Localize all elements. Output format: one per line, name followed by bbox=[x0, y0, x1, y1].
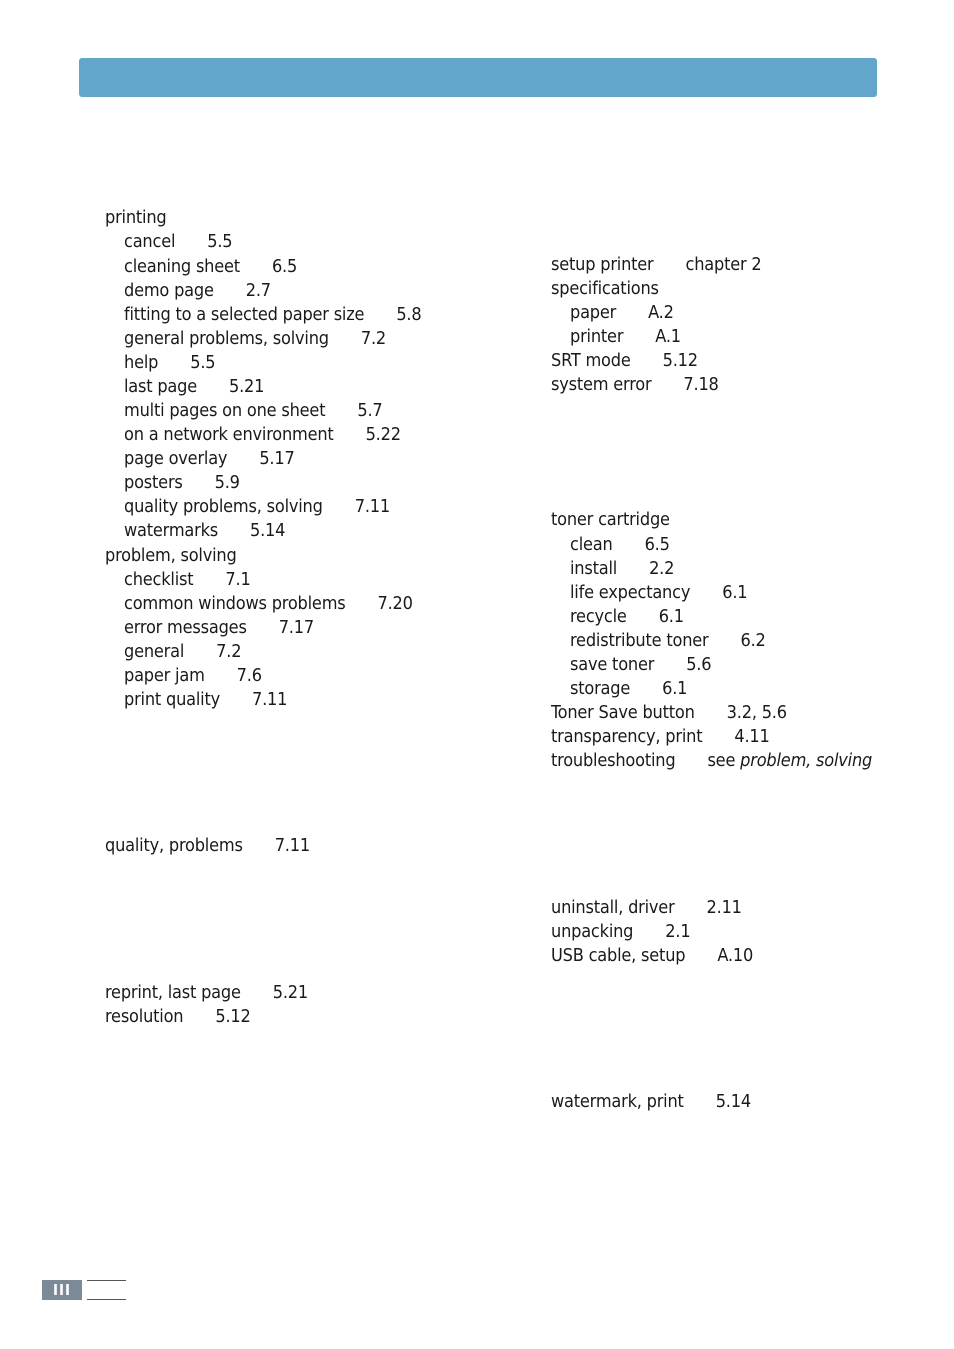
index-page-ref bbox=[740, 630, 765, 651]
index-term: clean bbox=[570, 534, 613, 555]
index-page-ref bbox=[663, 350, 698, 371]
index-term: setup printer bbox=[551, 254, 654, 275]
index-page-ref bbox=[272, 256, 297, 277]
index-entry bbox=[551, 374, 719, 396]
page-ref-text: 5.21 bbox=[229, 376, 265, 397]
index-term: problem, solving bbox=[105, 545, 237, 566]
index-term: printing bbox=[105, 207, 167, 228]
page-ref-text: A.10 bbox=[717, 945, 754, 966]
page-ref-text: see bbox=[707, 750, 736, 771]
page-ref-text: 5.17 bbox=[259, 448, 295, 469]
page-ref-text: 6.1 bbox=[658, 606, 684, 627]
index-entry bbox=[105, 207, 167, 229]
index-term: watermarks bbox=[124, 520, 218, 541]
page-ref-text: 2.1 bbox=[665, 921, 691, 942]
index-term: last page bbox=[124, 376, 198, 397]
index-term: quality problems, solving bbox=[124, 496, 323, 517]
index-subentry bbox=[124, 256, 297, 278]
index-term: install bbox=[570, 558, 618, 579]
page-ref-text: 4.11 bbox=[734, 726, 770, 747]
page-ref-text: 5.8 bbox=[396, 304, 422, 325]
index-term: storage bbox=[570, 678, 631, 699]
page-ref-text: chapter 2 bbox=[685, 254, 762, 275]
index-entry bbox=[105, 545, 237, 567]
index-page-ref bbox=[273, 982, 308, 1003]
index-page-ref bbox=[683, 374, 718, 395]
index-page-ref bbox=[662, 678, 687, 699]
index-page-ref bbox=[716, 1091, 751, 1112]
index-entry bbox=[551, 750, 872, 772]
index-term: paper jam bbox=[124, 665, 205, 686]
index-term: paper bbox=[570, 302, 617, 323]
index-subentry bbox=[570, 558, 674, 580]
index-entry bbox=[551, 921, 690, 943]
page-ref-text: 7.11 bbox=[274, 835, 310, 856]
page-ref-text: 6.1 bbox=[722, 582, 748, 603]
index-term: error messages bbox=[124, 617, 247, 638]
page-ref-text: 5.14 bbox=[715, 1091, 751, 1112]
index-term: redistribute toner bbox=[570, 630, 709, 651]
index-entry bbox=[551, 702, 787, 724]
index-page-ref bbox=[717, 945, 753, 966]
index-page-ref bbox=[229, 376, 264, 397]
index-term: general bbox=[124, 641, 185, 662]
index-term: Toner Save button bbox=[551, 702, 695, 723]
index-term: USB cable, setup bbox=[551, 945, 686, 966]
page-ref-text: 7.18 bbox=[683, 374, 719, 395]
index-subentry bbox=[124, 400, 383, 422]
index-page-ref bbox=[648, 302, 674, 323]
index-term: life expectancy bbox=[570, 582, 691, 603]
page-ref-text: 6.1 bbox=[662, 678, 688, 699]
index-page-ref bbox=[252, 689, 287, 710]
page-ref-text: 5.6 bbox=[686, 654, 712, 675]
index-page-ref bbox=[225, 569, 250, 590]
index-term: transparency, print bbox=[551, 726, 703, 747]
index-page-ref bbox=[355, 496, 390, 517]
page-ref-text: 5.21 bbox=[272, 982, 309, 1003]
index-entry bbox=[551, 509, 670, 531]
page-ref-text: 7.1 bbox=[225, 569, 251, 590]
index-page-ref bbox=[207, 231, 232, 252]
header-bar bbox=[79, 58, 877, 97]
index-subentry bbox=[570, 630, 766, 652]
page-ref-text: 5.12 bbox=[662, 350, 698, 371]
index-subentry bbox=[124, 689, 287, 711]
index-subentry bbox=[570, 678, 687, 700]
index-term: demo page bbox=[124, 280, 214, 301]
index-term: specifications bbox=[551, 278, 659, 299]
index-subentry bbox=[124, 352, 215, 374]
page-ref-text: 5.22 bbox=[365, 424, 401, 445]
index-term: system error bbox=[551, 374, 652, 395]
index-subentry bbox=[124, 231, 232, 253]
page-ref-text: 7.2 bbox=[360, 328, 387, 349]
index-entry bbox=[551, 897, 742, 919]
index-subentry bbox=[124, 593, 413, 615]
index-page-ref bbox=[645, 534, 670, 555]
index-subentry bbox=[124, 641, 241, 663]
index-term: page overlay bbox=[124, 448, 228, 469]
index-term: unpacking bbox=[551, 921, 634, 942]
index-term: quality, problems bbox=[105, 835, 243, 856]
index-page-ref bbox=[686, 254, 762, 275]
index-subentry bbox=[570, 582, 747, 604]
index-page-ref bbox=[734, 726, 769, 747]
index-term: common windows problems bbox=[124, 593, 346, 614]
index-page-ref bbox=[361, 328, 386, 349]
page-ref-text: 6.5 bbox=[271, 256, 298, 277]
index-page-ref bbox=[215, 1006, 250, 1027]
index-entry bbox=[551, 278, 659, 300]
index-page-ref bbox=[357, 400, 382, 421]
page-ref-text: 7.11 bbox=[354, 496, 390, 517]
index-term: print quality bbox=[124, 689, 220, 710]
page-ref-text: 7.11 bbox=[252, 689, 288, 710]
footer-rule bbox=[87, 1299, 126, 1300]
index-page-ref bbox=[378, 593, 413, 614]
index-term: multi pages on one sheet bbox=[124, 400, 326, 421]
footer-rule bbox=[87, 1280, 126, 1281]
index-entry bbox=[551, 726, 770, 748]
page-ref-text: 6.5 bbox=[644, 534, 670, 555]
index-term: cleaning sheet bbox=[124, 256, 240, 277]
index-term: general problems, solving bbox=[124, 328, 329, 349]
index-page-ref bbox=[659, 606, 684, 627]
index-page-ref bbox=[246, 280, 271, 301]
index-term: reprint, last page bbox=[105, 982, 241, 1003]
index-term: SRT mode bbox=[551, 350, 631, 371]
page-ref-text: 2.7 bbox=[245, 280, 271, 301]
index-page-ref bbox=[665, 921, 690, 942]
index-term: help bbox=[124, 352, 159, 373]
index-entry bbox=[105, 982, 308, 1004]
index-subentry bbox=[570, 302, 674, 324]
index-page-ref bbox=[190, 352, 215, 373]
index-subentry bbox=[124, 569, 251, 591]
index-page-ref bbox=[275, 835, 310, 856]
index-term: toner cartridge bbox=[551, 509, 670, 530]
index-subentry bbox=[124, 472, 240, 494]
index-page-ref bbox=[259, 448, 294, 469]
page-ref-text: 7.20 bbox=[377, 593, 413, 614]
index-term: cancel bbox=[124, 231, 176, 252]
index-entry bbox=[551, 350, 698, 372]
page-ref-text: A.1 bbox=[655, 326, 681, 347]
page-ref-text: 5.12 bbox=[215, 1006, 251, 1027]
index-page-ref bbox=[649, 558, 674, 579]
index-entry bbox=[105, 835, 310, 857]
page-ref-text: 7.17 bbox=[278, 617, 314, 638]
index-term: save toner bbox=[570, 654, 655, 675]
index-term: troubleshooting bbox=[551, 750, 676, 771]
index-subentry bbox=[570, 534, 670, 556]
index-page-ref bbox=[237, 665, 262, 686]
index-page-ref bbox=[707, 750, 872, 771]
index-subentry bbox=[124, 424, 401, 446]
index-entry bbox=[551, 945, 753, 967]
index-page-ref bbox=[366, 424, 401, 445]
index-page-ref bbox=[727, 702, 787, 723]
index-subentry bbox=[124, 617, 314, 639]
index-page-ref bbox=[722, 582, 747, 603]
index-term: checklist bbox=[124, 569, 194, 590]
index-page-ref bbox=[216, 641, 241, 662]
index-term: recycle bbox=[570, 606, 627, 627]
index-term: uninstall, driver bbox=[551, 897, 675, 918]
index-subentry bbox=[124, 665, 262, 687]
index-subentry bbox=[124, 328, 386, 350]
page-ref-text: 6.2 bbox=[740, 630, 766, 651]
index-subentry bbox=[124, 376, 264, 398]
index-subentry bbox=[124, 304, 421, 326]
page-ref-text: 2.2 bbox=[649, 558, 675, 579]
index-term: resolution bbox=[105, 1006, 184, 1027]
index-subentry bbox=[124, 520, 285, 542]
index-entry bbox=[551, 1091, 751, 1113]
page-ref-text: 3.2, 5.6 bbox=[726, 702, 787, 723]
page-number: III bbox=[52, 1281, 72, 1299]
see-reference: problem, solving bbox=[740, 750, 873, 771]
index-page-ref bbox=[707, 897, 742, 918]
index-term: posters bbox=[124, 472, 183, 493]
index-subentry bbox=[570, 654, 711, 676]
index-page-ref bbox=[686, 654, 711, 675]
page-ref-text: 7.6 bbox=[236, 665, 262, 686]
index-page-ref bbox=[655, 326, 681, 347]
index-term: fitting to a selected paper size bbox=[124, 304, 365, 325]
index-page-ref bbox=[279, 617, 314, 638]
page-ref-text: 5.14 bbox=[250, 520, 286, 541]
page-ref-text: 5.7 bbox=[357, 400, 383, 421]
index-page-ref bbox=[250, 520, 285, 541]
index-subentry bbox=[124, 496, 390, 518]
page-ref-text: A.2 bbox=[648, 302, 674, 323]
index-page-ref bbox=[215, 472, 240, 493]
index-term: printer bbox=[570, 326, 624, 347]
index-entry bbox=[551, 254, 762, 276]
index-subentry bbox=[124, 280, 271, 302]
index-subentry bbox=[124, 448, 295, 470]
page-ref-text: 2.11 bbox=[706, 897, 742, 918]
page-ref-text: 5.5 bbox=[190, 352, 216, 373]
index-subentry bbox=[570, 326, 681, 348]
index-page-ref bbox=[396, 304, 421, 325]
index-term: watermark, print bbox=[551, 1091, 684, 1112]
page-ref-text: 5.5 bbox=[207, 231, 233, 252]
page-ref-text: 7.2 bbox=[216, 641, 242, 662]
index-subentry bbox=[570, 606, 684, 628]
page-number-tab bbox=[42, 1280, 82, 1300]
index-entry bbox=[105, 1006, 251, 1028]
page-ref-text: 5.9 bbox=[214, 472, 240, 493]
index-term: on a network environment bbox=[124, 424, 334, 445]
